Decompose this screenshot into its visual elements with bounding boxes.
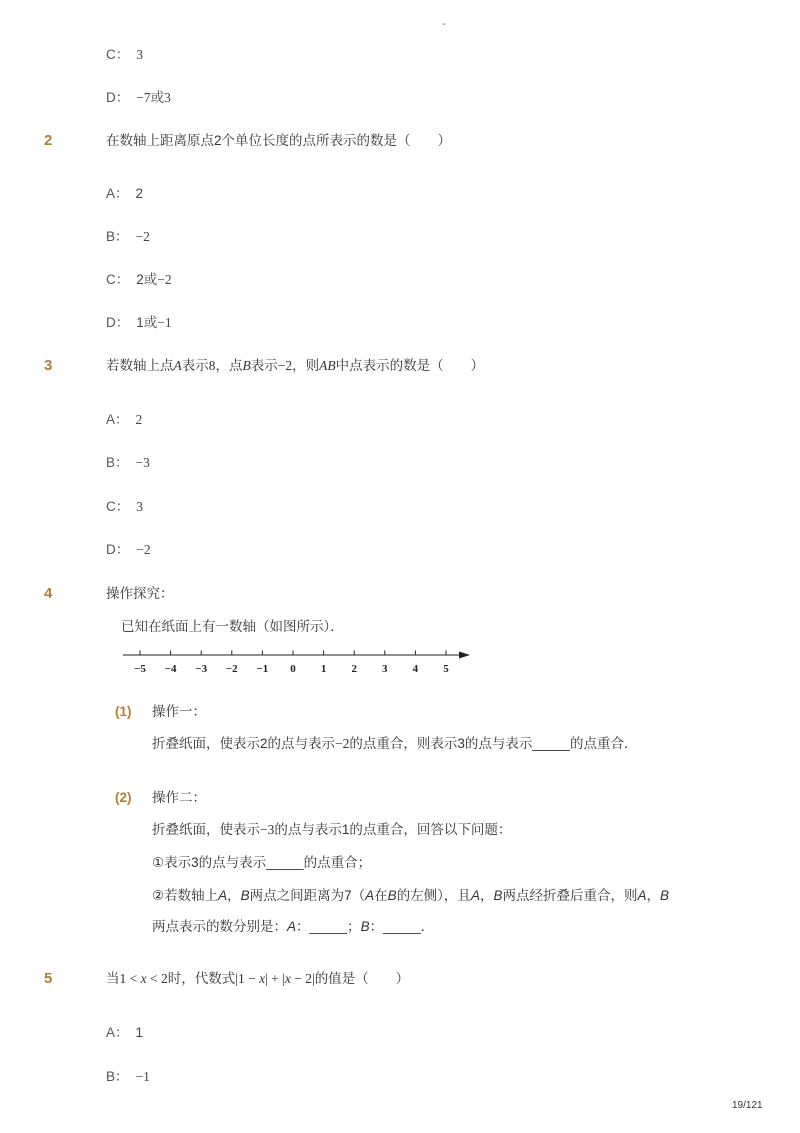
- option-value-part: −2: [157, 272, 172, 287]
- q3-option-c: [106, 497, 143, 517]
- line-variable: B: [240, 888, 250, 903]
- line-text: ，: [479, 888, 494, 903]
- stem-math: AB: [319, 358, 336, 373]
- number-line-label: 4: [412, 663, 419, 675]
- subquestion-line: [152, 886, 669, 906]
- line-text: ：_____．: [369, 919, 435, 934]
- line-variable: A: [470, 888, 480, 903]
- number-line-label: 5: [443, 663, 449, 675]
- line-variable: B: [360, 919, 370, 934]
- option-label: C：: [106, 499, 130, 514]
- number-line-figure: [120, 645, 480, 679]
- line-text: 两点表示的数分别是：: [152, 919, 287, 934]
- stem-text: 表示: [250, 358, 278, 373]
- question-number: 3: [44, 357, 53, 374]
- option-value: 3: [136, 499, 143, 514]
- question-stem: [106, 969, 409, 989]
- question-number: 5: [44, 970, 53, 987]
- stem-math: |1 −: [235, 971, 260, 986]
- subquestion-line: [152, 820, 511, 840]
- question-stem: [106, 131, 451, 151]
- option-label: D：: [106, 542, 130, 557]
- number-line-label: −3: [195, 663, 208, 675]
- stem-text: ，点: [215, 358, 243, 373]
- option-label: D：: [106, 90, 130, 105]
- line-text: 的点重合，则表示3的点与表示_____的点重合．: [349, 736, 638, 751]
- q5-option-a: [106, 1023, 143, 1043]
- stem-math: −2: [277, 358, 293, 373]
- line-math: −3: [260, 822, 275, 837]
- stem-text: 中点表示的数是（ ）: [335, 358, 485, 373]
- q2-option-b: [106, 227, 150, 247]
- stem-math: A: [173, 358, 182, 373]
- line-text: 折叠纸面，使表示2的点与表示: [152, 736, 336, 751]
- q3-option-d: [106, 540, 151, 560]
- q5-option-b: [106, 1067, 150, 1087]
- line-variable: B: [493, 888, 503, 903]
- question-intro: 已知在纸面上有一数轴（如图所示）．: [121, 619, 344, 634]
- option-value-part: 3: [164, 90, 171, 105]
- number-line-label: −4: [164, 663, 177, 675]
- stem-text: 当: [106, 971, 120, 986]
- stem-variable: x: [284, 971, 291, 986]
- option-value: [136, 272, 171, 287]
- option-label: D：: [106, 315, 130, 330]
- number-line-label: −2: [225, 663, 238, 675]
- stem-text: 在数轴上距离原点2个单位长度的点所表示的数是（ ）: [106, 133, 452, 148]
- option-value: −2: [136, 542, 151, 557]
- stem-text: 的值是（ ）: [314, 971, 410, 986]
- question-stem: [106, 356, 484, 376]
- stem-math: 1 <: [119, 971, 141, 986]
- option-value: 1: [135, 1025, 144, 1040]
- line-text: ，: [227, 888, 241, 903]
- stem-math: | + |: [265, 971, 285, 986]
- line-text: ②若数轴上: [152, 888, 219, 903]
- line-text: 两点之间距离为7（: [249, 888, 366, 903]
- number-line-label: 3: [382, 663, 388, 675]
- question-title: 操作探究：: [106, 586, 174, 601]
- option-label: C：: [106, 47, 130, 62]
- line-text: 折叠纸面，使表示: [152, 822, 260, 837]
- subquestion-line: [152, 734, 637, 754]
- line-variable: A: [287, 919, 297, 934]
- line-text: ①表示3的点与表示_____的点重合；: [152, 855, 372, 870]
- question-number: 2: [44, 132, 53, 149]
- stem-math: < 2: [146, 971, 168, 986]
- stem-math: 8: [208, 358, 216, 373]
- option-label: A：: [106, 1025, 129, 1040]
- option-value-part: −7: [136, 90, 151, 105]
- option-label: B：: [106, 1069, 129, 1084]
- q2-option-c: [106, 270, 172, 290]
- stem-math: B: [242, 358, 251, 373]
- option-value: −1: [135, 1069, 150, 1084]
- line-variable: B: [387, 888, 397, 903]
- question-number: 4: [44, 585, 53, 602]
- stem-text: 表示: [181, 358, 209, 373]
- option-value: [136, 90, 171, 105]
- line-text: ，: [646, 888, 660, 903]
- option-label: B：: [106, 229, 129, 244]
- option-value: 2: [135, 186, 144, 201]
- line-text: 的点与表示1的点重合，回答以下问题：: [274, 822, 512, 837]
- option-value-part: 1或: [136, 315, 158, 330]
- option-value: −2: [135, 229, 150, 244]
- stem-text: ，则: [292, 358, 320, 373]
- header-mark: -: [442, 18, 446, 30]
- q1-option-d: [106, 88, 171, 108]
- subquestion-line: [152, 917, 434, 937]
- q2-option-d: [106, 313, 172, 333]
- line-variable: A: [637, 888, 647, 903]
- line-variable: A: [218, 888, 228, 903]
- q3-option-a: [106, 410, 142, 430]
- line-text: 两点经折叠后重合，则: [502, 888, 638, 903]
- subquestion-title: 操作一：: [152, 704, 206, 719]
- subquestion-index: (2): [115, 790, 132, 805]
- option-label: A：: [106, 412, 129, 427]
- option-label: A：: [106, 186, 129, 201]
- line-variable: B: [659, 888, 669, 903]
- option-label: B：: [106, 455, 129, 470]
- option-value: 3: [136, 47, 143, 62]
- option-value: −3: [135, 455, 150, 470]
- stem-text: 若数轴上点: [106, 358, 174, 373]
- line-variable: A: [365, 888, 375, 903]
- stem-variable: x: [140, 971, 147, 986]
- q2-option-a: [106, 184, 143, 204]
- number-line-label: 1: [320, 663, 327, 675]
- page-number: 19/121: [732, 1100, 763, 1111]
- number-line-label: 2: [351, 663, 357, 675]
- subquestion-index: (1): [115, 704, 132, 719]
- number-line-label: −5: [134, 663, 146, 675]
- number-line-label: −1: [256, 663, 269, 675]
- line-text: 的左侧），且: [396, 888, 471, 903]
- stem-variable: x: [259, 971, 266, 986]
- option-value-part: 2或: [136, 272, 158, 287]
- option-value-part: −1: [157, 315, 172, 330]
- q3-option-b: [106, 453, 150, 473]
- option-label: C：: [106, 272, 130, 287]
- stem-text: 时，代数式: [167, 971, 236, 986]
- option-value: 2: [135, 412, 143, 427]
- stem-math: − 2|: [290, 971, 315, 986]
- option-value-part: 或: [150, 90, 165, 105]
- number-line-arrow: [459, 652, 470, 659]
- option-value: [136, 315, 171, 330]
- line-text: 在: [374, 888, 388, 903]
- subquestion-title: 操作二：: [152, 790, 206, 805]
- q1-option-c: [106, 45, 143, 65]
- subquestion-line: [152, 853, 371, 873]
- number-line-label: 0: [290, 663, 296, 675]
- line-math: −2: [335, 736, 350, 751]
- line-text: ：_____；: [296, 919, 361, 934]
